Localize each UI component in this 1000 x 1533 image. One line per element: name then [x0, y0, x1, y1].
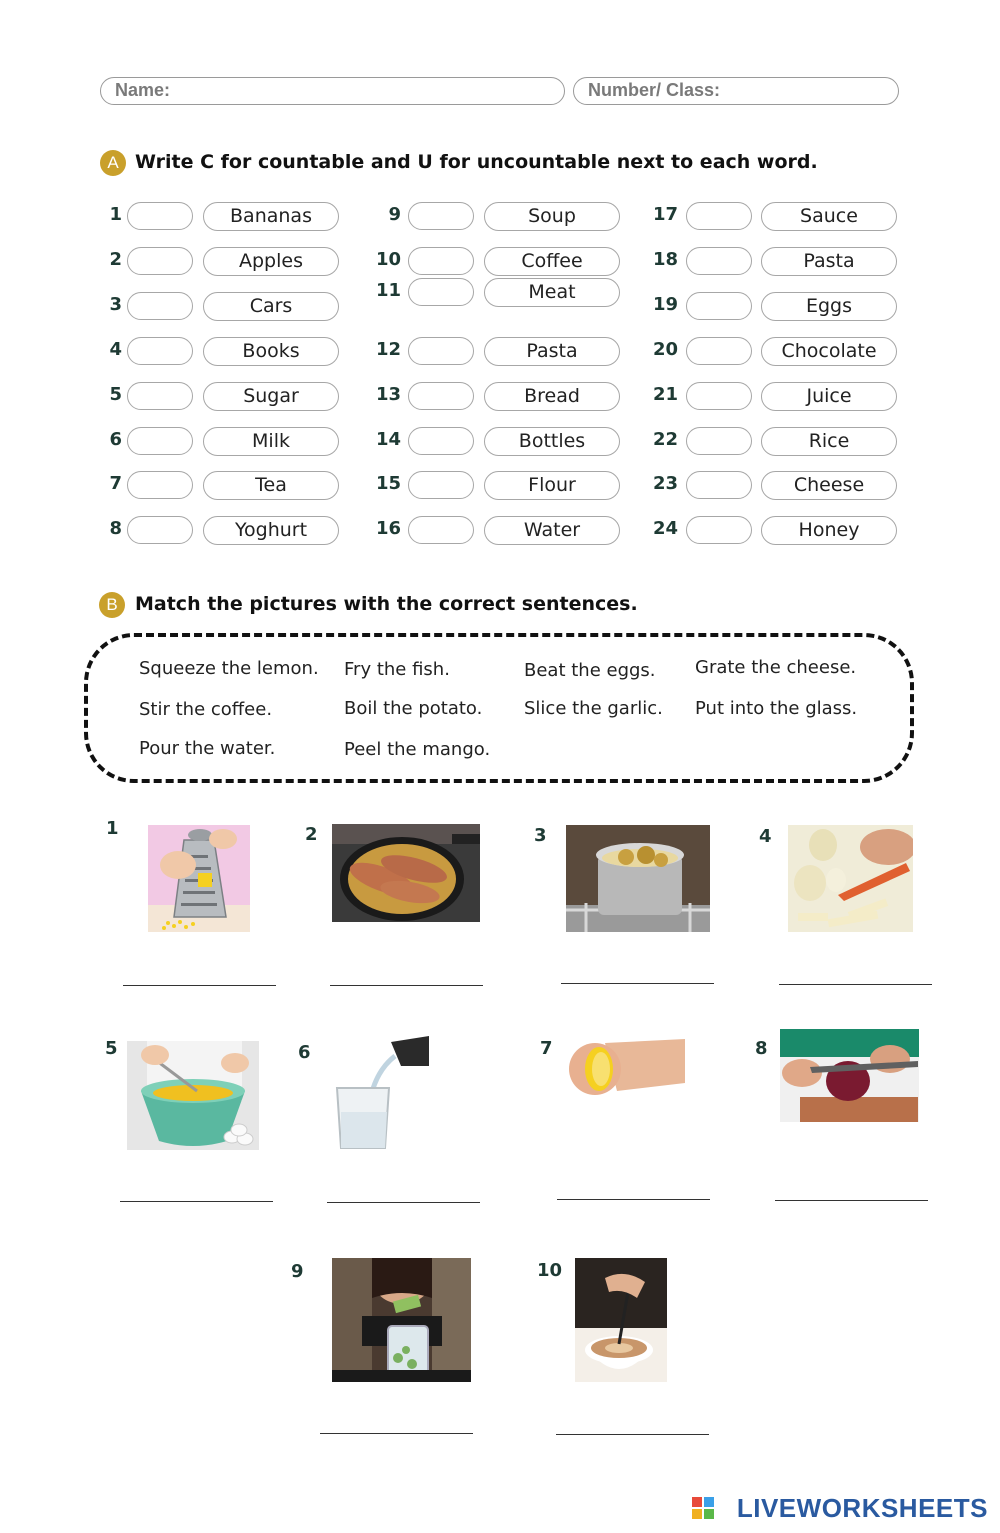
item-number: 9	[388, 204, 401, 225]
cheese-grater-photo	[148, 825, 250, 932]
answer-line[interactable]	[557, 1199, 710, 1200]
beating-eggs-photo	[127, 1041, 259, 1150]
word-pill: Bananas	[203, 202, 339, 231]
picture-number: 9	[291, 1261, 304, 1282]
word-pill: Pasta	[484, 337, 620, 366]
item-number: 24	[652, 518, 678, 539]
word-pill: Rice	[761, 427, 897, 456]
answer-box[interactable]	[408, 247, 474, 275]
answer-box[interactable]	[408, 278, 474, 306]
answer-box[interactable]	[408, 471, 474, 499]
word-pill: Water	[484, 516, 620, 545]
picture-number: 5	[105, 1038, 118, 1059]
answer-line[interactable]	[330, 985, 483, 986]
putting-into-glass-photo	[332, 1258, 471, 1382]
name-field[interactable]	[100, 77, 565, 105]
word-pill: Books	[203, 337, 339, 366]
item-number: 17	[652, 204, 678, 225]
picture-number: 4	[759, 826, 772, 847]
answer-line[interactable]	[320, 1433, 473, 1434]
item-number: 2	[109, 249, 122, 270]
picture-number: 1	[106, 818, 119, 839]
answer-box[interactable]	[408, 382, 474, 410]
answer-line[interactable]	[120, 1201, 273, 1202]
answer-line[interactable]	[556, 1434, 709, 1435]
item-number: 6	[109, 429, 122, 450]
word-pill: Juice	[761, 382, 897, 411]
word-pill: Bread	[484, 382, 620, 411]
answer-line[interactable]	[775, 1200, 928, 1201]
word-pill: Flour	[484, 471, 620, 500]
class-field[interactable]	[573, 77, 899, 105]
item-number: 11	[375, 280, 401, 301]
picture-number: 8	[755, 1038, 768, 1059]
stirring-coffee-photo	[575, 1258, 667, 1382]
word-pill: Cars	[203, 292, 339, 321]
answer-box[interactable]	[686, 337, 752, 365]
answer-box[interactable]	[408, 202, 474, 230]
word-pill: Cheese	[761, 471, 897, 500]
section-a-instruction: Write C for countable and U for uncountable next to each word.	[135, 151, 818, 173]
class-label: Number/ Class:	[588, 80, 721, 100]
item-number: 19	[652, 294, 678, 315]
answer-box[interactable]	[127, 292, 193, 320]
answer-box[interactable]	[686, 382, 752, 410]
item-number: 23	[652, 473, 678, 494]
answer-line[interactable]	[779, 984, 932, 985]
item-number: 7	[109, 473, 122, 494]
picture-number: 10	[537, 1260, 563, 1281]
answer-box[interactable]	[408, 427, 474, 455]
item-number: 22	[652, 429, 678, 450]
answer-box[interactable]	[127, 247, 193, 275]
answer-box[interactable]	[686, 292, 752, 320]
word-pill: Sauce	[761, 202, 897, 231]
frying-fish-photo	[332, 824, 480, 922]
pouring-water-photo	[333, 1036, 429, 1152]
sentence-item: Beat the eggs.	[524, 660, 656, 681]
section-b-instruction: Match the pictures with the correct sentences.	[135, 593, 638, 615]
word-pill: Tea	[203, 471, 339, 500]
item-number: 20	[652, 339, 678, 360]
item-number: 14	[375, 429, 401, 450]
item-number: 21	[652, 384, 678, 405]
liveworksheets-logo[interactable]: LIVEWORKSHEETS	[736, 1493, 988, 1523]
answer-line[interactable]	[327, 1202, 480, 1203]
word-pill: Honey	[761, 516, 897, 545]
word-pill: Chocolate	[761, 337, 897, 366]
sentence-item: Squeeze the lemon.	[139, 658, 319, 679]
picture-number: 7	[540, 1038, 553, 1059]
answer-box[interactable]	[127, 427, 193, 455]
word-pill: Coffee	[484, 247, 620, 276]
item-number: 10	[375, 249, 401, 270]
word-pill: Apples	[203, 247, 339, 276]
sentence-item: Grate the cheese.	[695, 657, 857, 678]
answer-box[interactable]	[686, 427, 752, 455]
slicing-garlic-photo	[788, 825, 913, 932]
word-pill: Yoghurt	[203, 516, 339, 545]
section-a-badge: A	[100, 150, 126, 176]
answer-box[interactable]	[408, 337, 474, 365]
word-pill: Eggs	[761, 292, 897, 321]
boiling-potato-photo	[566, 825, 710, 932]
answer-line[interactable]	[123, 985, 276, 986]
answer-box[interactable]	[686, 202, 752, 230]
item-number: 16	[375, 518, 401, 539]
sentence-item: Slice the garlic.	[524, 698, 663, 719]
liveworksheets-logo-icon	[692, 1497, 714, 1519]
item-number: 4	[109, 339, 122, 360]
item-number: 13	[375, 384, 401, 405]
answer-line[interactable]	[561, 983, 714, 984]
sentence-item: Boil the potato.	[344, 698, 483, 719]
answer-box[interactable]	[686, 247, 752, 275]
section-b-badge: B	[99, 592, 125, 618]
sentence-item: Put into the glass.	[695, 698, 858, 719]
answer-box[interactable]	[127, 471, 193, 499]
item-number: 3	[109, 294, 122, 315]
item-number: 5	[109, 384, 122, 405]
picture-number: 2	[305, 824, 318, 845]
word-pill: Meat	[484, 278, 620, 307]
word-pill: Bottles	[484, 427, 620, 456]
item-number: 15	[375, 473, 401, 494]
sentence-item: Pour the water.	[139, 738, 276, 759]
squeezing-lemon-photo	[565, 1035, 685, 1101]
answer-box[interactable]	[127, 382, 193, 410]
word-pill: Sugar	[203, 382, 339, 411]
word-pill: Milk	[203, 427, 339, 456]
word-pill: Soup	[484, 202, 620, 231]
sentence-item: Peel the mango.	[344, 739, 491, 760]
word-pill: Pasta	[761, 247, 897, 276]
name-label: Name:	[115, 80, 171, 100]
picture-number: 6	[298, 1042, 311, 1063]
item-number: 12	[375, 339, 401, 360]
answer-box[interactable]	[127, 337, 193, 365]
sentence-item: Stir the coffee.	[139, 699, 273, 720]
answer-box[interactable]	[127, 202, 193, 230]
sentence-item: Fry the fish.	[344, 659, 450, 680]
item-number: 1	[109, 204, 122, 225]
answer-box[interactable]	[408, 516, 474, 544]
answer-box[interactable]	[686, 516, 752, 544]
answer-box[interactable]	[686, 471, 752, 499]
picture-number: 3	[534, 825, 547, 846]
answer-box[interactable]	[127, 516, 193, 544]
peeling-mango-photo	[780, 1029, 919, 1122]
item-number: 8	[109, 518, 122, 539]
item-number: 18	[652, 249, 678, 270]
